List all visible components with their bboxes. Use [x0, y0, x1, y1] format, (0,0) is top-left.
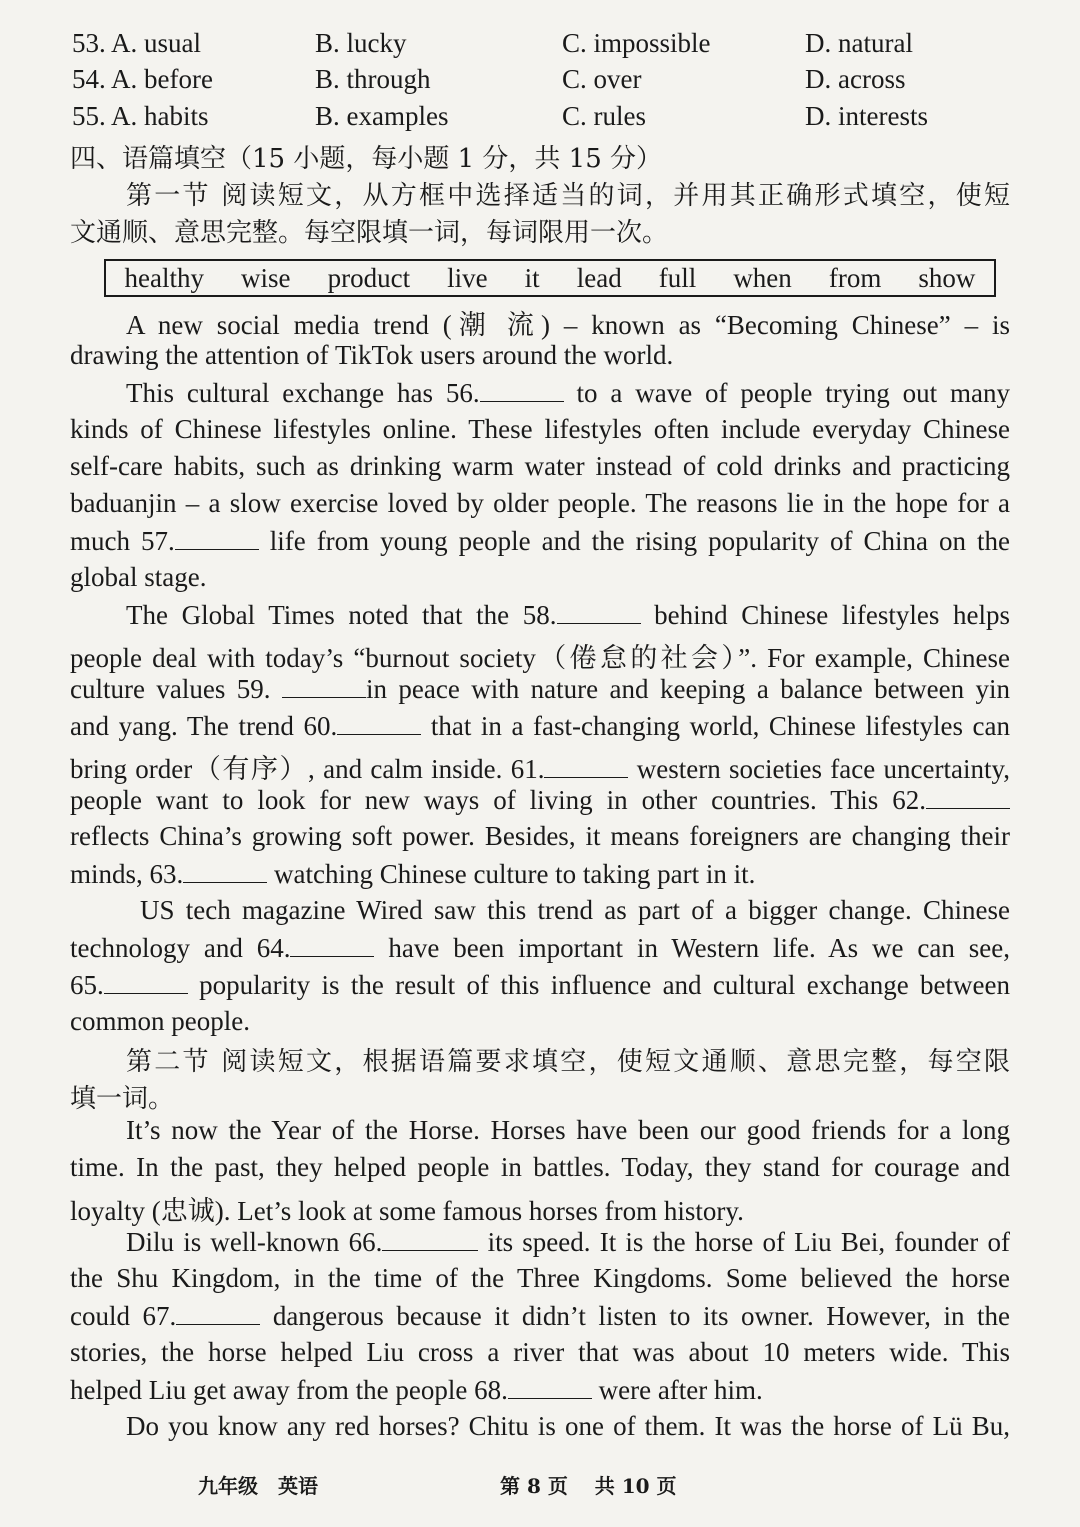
blank-64 — [290, 932, 374, 957]
paragraph-line — [70, 599, 1010, 631]
paragraph-line: common people. — [70, 1006, 250, 1036]
word-bank-item: product — [327, 262, 411, 293]
paragraph-line: US tech magazine Wired saw this trend as part of a bigger change. Chinese — [140, 895, 1010, 925]
part2-instructions-cont: 填一词。 — [70, 1084, 175, 1114]
paragraph-line: Do you know any red horses? Chitu is one of them. It was the horse of Lü Bu, — [126, 1411, 1010, 1441]
blank-56 — [480, 377, 564, 402]
part1-instructions-cont: 文通顺、意思完整。每空限填一词，每词限用一次。 — [70, 218, 669, 248]
blank-58 — [557, 599, 641, 624]
word-bank — [104, 259, 996, 297]
paragraph-line: global stage. — [70, 562, 207, 592]
option-a: 54. A. before — [72, 64, 213, 94]
option-a: 53. A. usual — [72, 28, 202, 58]
text: helped Liu get away from the people 68. — [70, 1375, 508, 1405]
blank-60 — [337, 710, 421, 735]
option-b: B. examples — [315, 101, 449, 131]
blank-65 — [104, 969, 188, 994]
text: The Global Times noted that the 58. — [126, 600, 557, 630]
word-bank-item: healthy — [124, 262, 204, 293]
option-d: D. natural — [805, 28, 913, 58]
paragraph-line: reflects China’s growing soft power. Besides, it means foreigners are changing their — [70, 821, 1010, 851]
paragraph-line — [70, 1226, 1010, 1258]
text: much 57. — [70, 526, 175, 556]
blank-62 — [926, 784, 1010, 809]
blank-68 — [508, 1374, 592, 1399]
paragraph-line: kinds of Chinese lifestyles online. These lifestyles often include everyday Chinese — [70, 414, 1010, 444]
option-a: 55. A. habits — [72, 101, 209, 131]
paragraph-line: people deal with today’s “burnout society（倦怠的社会）”. For example, Chinese — [70, 643, 1010, 673]
part2-instructions: 第二节 阅读短文，根据语篇要求填空，使短文通顺、意思完整，每空限 — [126, 1047, 1010, 1077]
paragraph-line — [70, 969, 1010, 1001]
paragraph-line — [70, 858, 1010, 890]
paragraph-line: stories, the horse helped Liu cross a river that was about 10 meters wide. This — [70, 1337, 1010, 1367]
option-row-55 — [72, 101, 1012, 137]
paragraph-line: It’s now the Year of the Horse. Horses have been our good friends for a long — [126, 1115, 1010, 1145]
word-bank-item: it — [524, 262, 540, 293]
option-d: D. interests — [805, 101, 928, 131]
paragraph-line — [70, 932, 1010, 964]
blank-67 — [176, 1300, 260, 1325]
blank-61 — [544, 753, 628, 778]
paragraph-line — [70, 747, 1010, 786]
text: minds, 63. — [70, 859, 184, 889]
text: Dilu is well-known 66. — [126, 1227, 383, 1257]
section-heading: 四、语篇填空（15 小题，每小题 1 分，共 15 分） — [70, 144, 663, 174]
paragraph-line — [70, 673, 1010, 705]
text: could 67. — [70, 1301, 177, 1331]
text: popularity is the result of this influence and cultural exchange between — [187, 970, 1010, 1000]
text: culture values 59. — [70, 674, 282, 704]
option-row-54 — [72, 64, 1012, 100]
paragraph-line — [70, 525, 1010, 557]
option-row-53 — [72, 28, 1012, 64]
text: and yang. The trend 60. — [70, 711, 338, 741]
text: This cultural exchange has 56. — [126, 378, 480, 408]
text: were after him. — [591, 1375, 763, 1405]
blank-63 — [183, 858, 267, 883]
option-c: C. rules — [562, 101, 646, 131]
text: in peace with nature and keeping a balance between yin — [365, 674, 1010, 704]
paragraph-line — [70, 377, 1010, 409]
paragraph-line: self-care habits, such as drinking warm water instead of cold drinks and practicing — [70, 451, 1010, 481]
text: that in a fast-changing world, Chinese lifestyles can — [421, 711, 1011, 741]
word-bank-item: full — [658, 262, 697, 293]
blank-66 — [382, 1226, 478, 1251]
paragraph-line — [70, 710, 1010, 742]
blank-59 — [282, 673, 366, 698]
text: technology and 64. — [70, 933, 291, 963]
paragraph-line: baduanjin – a slow exercise loved by older people. The reasons lie in the hope for a — [70, 488, 1010, 518]
footer-grade-subject: 九年级 英语 — [198, 1474, 318, 1498]
text: its speed. It is the horse of Liu Bei, founder of — [478, 1227, 1010, 1257]
text: people want to look for new ways of living in other countries. This 62. — [70, 785, 926, 815]
blank-57 — [175, 525, 259, 550]
part1-instructions: 第一节 阅读短文，从方框中选择适当的词，并用其正确形式填空，使短 — [126, 181, 1010, 211]
paragraph-line: loyalty (忠诚). Let’s look at some famous horses from history. — [70, 1196, 744, 1226]
text: have been important in Western life. As we can see, — [374, 933, 1010, 963]
paragraph-line — [70, 1374, 1010, 1406]
text: bring order（有序）, and calm inside. 61. — [70, 754, 545, 784]
option-c: C. impossible — [562, 28, 711, 58]
paragraph-line: time. In the past, they helped people in battles. Today, they stand for courage and — [70, 1152, 1010, 1182]
footer-page-number: 第 8 页 共 10 页 — [500, 1474, 677, 1498]
paragraph-line: drawing the attention of TikTok users around the world. — [70, 340, 674, 370]
option-c: C. over — [562, 64, 642, 94]
word-bank-item: from — [828, 262, 882, 293]
word-bank-item: when — [733, 262, 792, 293]
word-bank-item: live — [447, 262, 488, 293]
text: western societies face uncertainty, — [628, 754, 1010, 784]
text: 65. — [70, 970, 104, 1000]
paragraph-line — [70, 784, 1010, 816]
paragraph-line: A new social media trend (潮 流) – known as “Becoming Chinese” – is — [126, 310, 1010, 340]
paragraph-line — [70, 1300, 1010, 1332]
word-bank-item: show — [918, 262, 976, 293]
word-bank-item: wise — [241, 262, 291, 293]
option-b: B. lucky — [315, 28, 407, 58]
text: behind Chinese lifestyles helps — [640, 600, 1010, 630]
text: watching Chinese culture to taking part in it. — [267, 859, 756, 889]
paragraph-line: the Shu Kingdom, in the time of the Three Kingdoms. Some believed the horse — [70, 1263, 1010, 1293]
option-b: B. through — [315, 64, 431, 94]
text: to a wave of people trying out many — [563, 378, 1010, 408]
option-d: D. across — [805, 64, 906, 94]
text: life from young people and the rising popularity of China on the — [258, 526, 1010, 556]
text: dangerous because it didn’t listen to its owner. However, in the — [260, 1301, 1010, 1331]
word-bank-item: lead — [576, 262, 622, 293]
